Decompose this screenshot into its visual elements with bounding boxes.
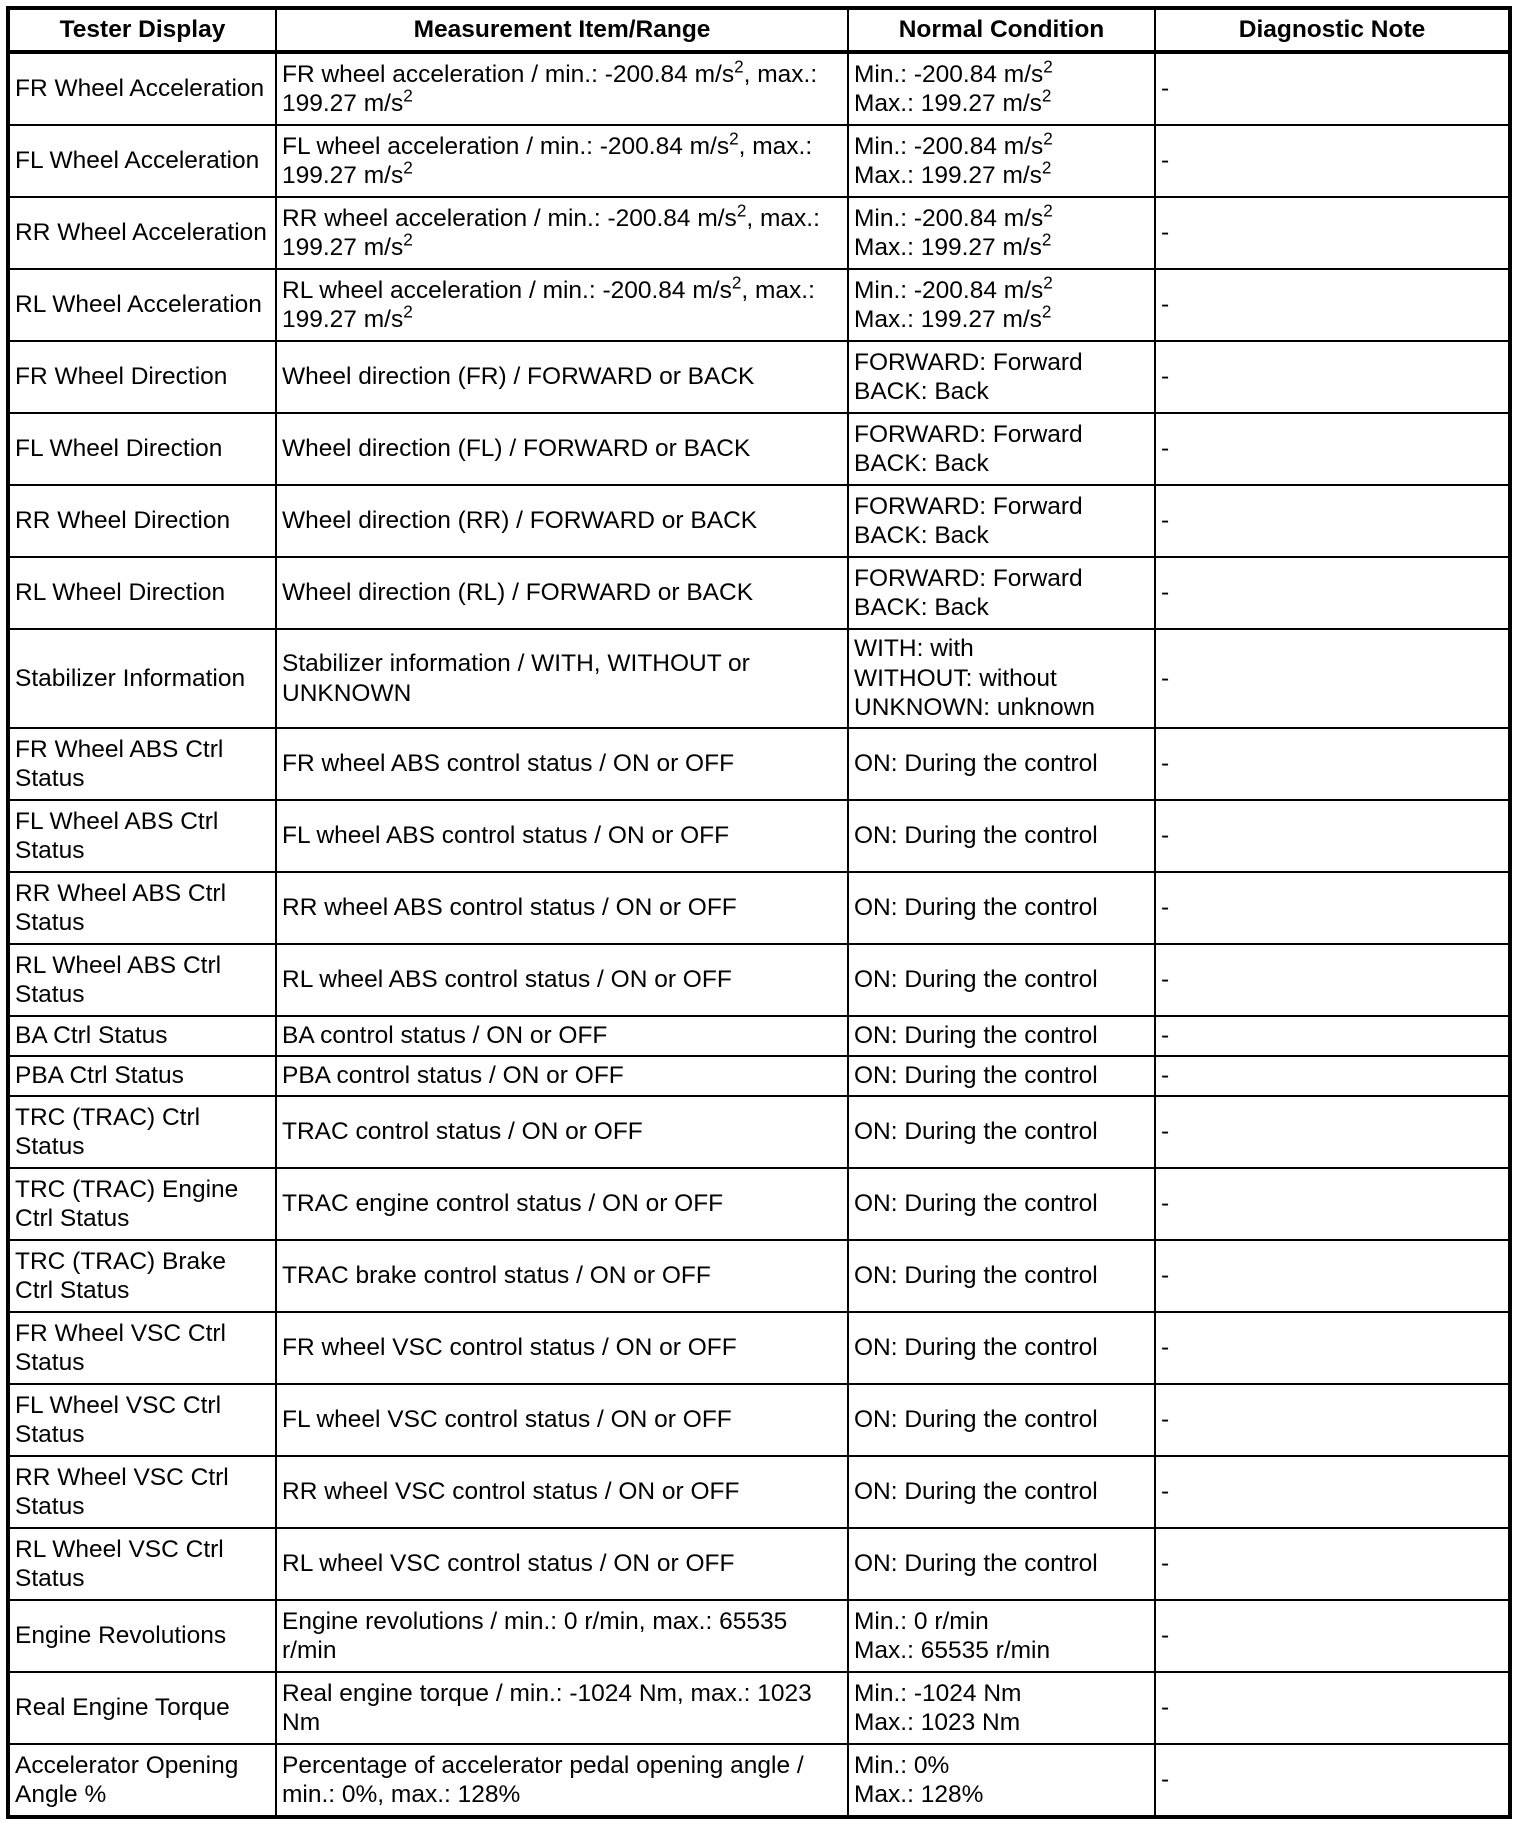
table-row bbox=[8, 52, 1510, 125]
table-header-row bbox=[8, 8, 1510, 52]
measurement-cell: Real engine torque / min.: -1024 Nm, max.: 1023 Nm bbox=[276, 1672, 848, 1744]
table-row bbox=[8, 728, 1510, 800]
measurement-cell: TRAC engine control status / ON or OFF bbox=[276, 1168, 848, 1240]
table-row bbox=[8, 1744, 1510, 1817]
diagnostic-note-cell: - bbox=[1155, 1672, 1510, 1744]
normal-condition-cell: FORWARD: Forward BACK: Back bbox=[848, 341, 1155, 413]
tester-display-cell: FL Wheel ABS Ctrl Status bbox=[8, 800, 276, 872]
normal-condition-cell: ON: During the control bbox=[848, 1168, 1155, 1240]
tester-display-cell: TRC (TRAC) Ctrl Status bbox=[8, 1096, 276, 1168]
measurement-cell: TRAC brake control status / ON or OFF bbox=[276, 1240, 848, 1312]
measurement-cell: FR wheel acceleration / min.: -200.84 $m/s^2$, max.: 199.27 $m/s^2$ bbox=[276, 52, 848, 125]
normal-condition-cell: FORWARD: Forward BACK: Back bbox=[848, 485, 1155, 557]
tester-display-cell: RL Wheel Direction bbox=[8, 557, 276, 629]
tester-display-cell: FR Wheel ABS Ctrl Status bbox=[8, 728, 276, 800]
diagnostic-note-cell: - bbox=[1155, 1600, 1510, 1672]
tester-display-cell: RL Wheel VSC Ctrl Status bbox=[8, 1528, 276, 1600]
diagnostic-note-cell: - bbox=[1155, 1016, 1510, 1056]
diagnostic-note-cell: - bbox=[1155, 1240, 1510, 1312]
table-row bbox=[8, 1672, 1510, 1744]
normal-condition-cell: FORWARD: Forward BACK: Back bbox=[848, 557, 1155, 629]
table-row bbox=[8, 1456, 1510, 1528]
tester-display-cell: RL Wheel Acceleration bbox=[8, 269, 276, 341]
measurement-cell: Wheel direction (FR) / FORWARD or BACK bbox=[276, 341, 848, 413]
table-row bbox=[8, 872, 1510, 944]
tester-display-cell: RR Wheel ABS Ctrl Status bbox=[8, 872, 276, 944]
diagnostic-note-cell: - bbox=[1155, 197, 1510, 269]
diagnostic-note-cell: - bbox=[1155, 341, 1510, 413]
tester-display-cell: FR Wheel Direction bbox=[8, 341, 276, 413]
normal-condition-cell: Min.: 0% Max.: 128% bbox=[848, 1744, 1155, 1817]
normal-condition-cell: ON: During the control bbox=[848, 1096, 1155, 1168]
header-normal-condition: Normal Condition bbox=[848, 8, 1155, 52]
normal-condition-cell: Min.: -1024 Nm Max.: 1023 Nm bbox=[848, 1672, 1155, 1744]
measurement-cell: Wheel direction (RL) / FORWARD or BACK bbox=[276, 557, 848, 629]
table-row bbox=[8, 1600, 1510, 1672]
table-row bbox=[8, 1056, 1510, 1096]
tester-display-cell: RR Wheel VSC Ctrl Status bbox=[8, 1456, 276, 1528]
normal-condition-cell: ON: During the control bbox=[848, 1016, 1155, 1056]
data-list-table bbox=[6, 6, 1512, 1819]
measurement-cell: Engine revolutions / min.: 0 r/min, max.: 65535 r/min bbox=[276, 1600, 848, 1672]
diagnostic-note-cell: - bbox=[1155, 125, 1510, 197]
table-row bbox=[8, 557, 1510, 629]
diagnostic-note-cell: - bbox=[1155, 944, 1510, 1016]
diagnostic-note-cell: - bbox=[1155, 728, 1510, 800]
table-row bbox=[8, 1384, 1510, 1456]
measurement-cell: Percentage of accelerator pedal opening angle / min.: 0%, max.: 128% bbox=[276, 1744, 848, 1817]
normal-condition-cell: ON: During the control bbox=[848, 1384, 1155, 1456]
table-row bbox=[8, 1312, 1510, 1384]
table-row bbox=[8, 1016, 1510, 1056]
diagnostic-note-cell: - bbox=[1155, 1312, 1510, 1384]
measurement-cell: RR wheel VSC control status / ON or OFF bbox=[276, 1456, 848, 1528]
measurement-cell: Wheel direction (RR) / FORWARD or BACK bbox=[276, 485, 848, 557]
normal-condition-cell: ON: During the control bbox=[848, 1312, 1155, 1384]
normal-condition-cell: ON: During the control bbox=[848, 944, 1155, 1016]
tester-display-cell: FL Wheel VSC Ctrl Status bbox=[8, 1384, 276, 1456]
tester-display-cell: Stabilizer Information bbox=[8, 629, 276, 728]
diagnostic-note-cell: - bbox=[1155, 413, 1510, 485]
normal-condition-cell: ON: During the control bbox=[848, 1056, 1155, 1096]
normal-condition-cell: ON: During the control bbox=[848, 800, 1155, 872]
measurement-cell: TRAC control status / ON or OFF bbox=[276, 1096, 848, 1168]
tester-display-cell: RR Wheel Acceleration bbox=[8, 197, 276, 269]
table-row bbox=[8, 1168, 1510, 1240]
normal-condition-cell: Min.: -200.84 $m/s^2$ Max.: 199.27 $m/s^2$ bbox=[848, 125, 1155, 197]
header-measurement-item-range: Measurement Item/Range bbox=[276, 8, 848, 52]
diagnostic-note-cell: - bbox=[1155, 629, 1510, 728]
diagnostic-note-cell: - bbox=[1155, 1096, 1510, 1168]
diagnostic-note-cell: - bbox=[1155, 1744, 1510, 1817]
normal-condition-cell: Min.: -200.84 $m/s^2$ Max.: 199.27 $m/s^2$ bbox=[848, 52, 1155, 125]
table-row bbox=[8, 413, 1510, 485]
diagnostic-note-cell: - bbox=[1155, 1056, 1510, 1096]
measurement-cell: FL wheel acceleration / min.: -200.84 $m/s^2$, max.: 199.27 $m/s^2$ bbox=[276, 125, 848, 197]
header-tester-display: Tester Display bbox=[8, 8, 276, 52]
tester-display-cell: RR Wheel Direction bbox=[8, 485, 276, 557]
tester-display-cell: FL Wheel Acceleration bbox=[8, 125, 276, 197]
diagnostic-note-cell: - bbox=[1155, 1168, 1510, 1240]
diagnostic-note-cell: - bbox=[1155, 1528, 1510, 1600]
normal-condition-cell: ON: During the control bbox=[848, 1240, 1155, 1312]
tester-display-cell: Real Engine Torque bbox=[8, 1672, 276, 1744]
diagnostic-note-cell: - bbox=[1155, 1456, 1510, 1528]
table-row bbox=[8, 1096, 1510, 1168]
table-row bbox=[8, 944, 1510, 1016]
measurement-cell: RL wheel VSC control status / ON or OFF bbox=[276, 1528, 848, 1600]
tester-display-cell: BA Ctrl Status bbox=[8, 1016, 276, 1056]
measurement-cell: PBA control status / ON or OFF bbox=[276, 1056, 848, 1096]
header-diagnostic-note: Diagnostic Note bbox=[1155, 8, 1510, 52]
normal-condition-cell: Min.: 0 r/min Max.: 65535 r/min bbox=[848, 1600, 1155, 1672]
table-row bbox=[8, 485, 1510, 557]
normal-condition-cell: FORWARD: Forward BACK: Back bbox=[848, 413, 1155, 485]
measurement-cell: FR wheel VSC control status / ON or OFF bbox=[276, 1312, 848, 1384]
diagnostic-note-cell: - bbox=[1155, 800, 1510, 872]
tester-display-cell: FR Wheel Acceleration bbox=[8, 52, 276, 125]
tester-display-cell: PBA Ctrl Status bbox=[8, 1056, 276, 1096]
tester-display-cell: Accelerator Opening Angle % bbox=[8, 1744, 276, 1817]
measurement-cell: RL wheel ABS control status / ON or OFF bbox=[276, 944, 848, 1016]
diagnostic-note-cell: - bbox=[1155, 52, 1510, 125]
normal-condition-cell: Min.: -200.84 $m/s^2$ Max.: 199.27 $m/s^2$ bbox=[848, 269, 1155, 341]
normal-condition-cell: ON: During the control bbox=[848, 872, 1155, 944]
table-row bbox=[8, 800, 1510, 872]
tester-display-cell: FR Wheel VSC Ctrl Status bbox=[8, 1312, 276, 1384]
table-row bbox=[8, 1528, 1510, 1600]
normal-condition-cell: ON: During the control bbox=[848, 1456, 1155, 1528]
measurement-cell: Wheel direction (FL) / FORWARD or BACK bbox=[276, 413, 848, 485]
measurement-cell: FR wheel ABS control status / ON or OFF bbox=[276, 728, 848, 800]
table-row bbox=[8, 341, 1510, 413]
tester-display-cell: RL Wheel ABS Ctrl Status bbox=[8, 944, 276, 1016]
tester-display-cell: TRC (TRAC) Brake Ctrl Status bbox=[8, 1240, 276, 1312]
table-row bbox=[8, 629, 1510, 728]
measurement-cell: BA control status / ON or OFF bbox=[276, 1016, 848, 1056]
normal-condition-cell: WITH: with WITHOUT: without UNKNOWN: unknown bbox=[848, 629, 1155, 728]
tester-display-cell: TRC (TRAC) Engine Ctrl Status bbox=[8, 1168, 276, 1240]
table-row bbox=[8, 197, 1510, 269]
measurement-cell: RR wheel acceleration / min.: -200.84 $m/s^2$, max.: 199.27 $m/s^2$ bbox=[276, 197, 848, 269]
diagnostic-note-cell: - bbox=[1155, 485, 1510, 557]
diagnostic-note-cell: - bbox=[1155, 1384, 1510, 1456]
measurement-cell: RL wheel acceleration / min.: -200.84 $m/s^2$, max.: 199.27 $m/s^2$ bbox=[276, 269, 848, 341]
measurement-cell: FL wheel ABS control status / ON or OFF bbox=[276, 800, 848, 872]
diagnostic-note-cell: - bbox=[1155, 269, 1510, 341]
diagnostic-note-cell: - bbox=[1155, 557, 1510, 629]
normal-condition-cell: ON: During the control bbox=[848, 1528, 1155, 1600]
tester-display-cell: Engine Revolutions bbox=[8, 1600, 276, 1672]
table-row bbox=[8, 269, 1510, 341]
measurement-cell: FL wheel VSC control status / ON or OFF bbox=[276, 1384, 848, 1456]
tester-display-cell: FL Wheel Direction bbox=[8, 413, 276, 485]
table-row bbox=[8, 125, 1510, 197]
normal-condition-cell: Min.: -200.84 $m/s^2$ Max.: 199.27 $m/s^2$ bbox=[848, 197, 1155, 269]
measurement-cell: RR wheel ABS control status / ON or OFF bbox=[276, 872, 848, 944]
normal-condition-cell: ON: During the control bbox=[848, 728, 1155, 800]
data-list-table-wrapper bbox=[6, 6, 1512, 1819]
diagnostic-note-cell: - bbox=[1155, 872, 1510, 944]
table-row bbox=[8, 1240, 1510, 1312]
measurement-cell: Stabilizer information / WITH, WITHOUT or UNKNOWN bbox=[276, 629, 848, 728]
